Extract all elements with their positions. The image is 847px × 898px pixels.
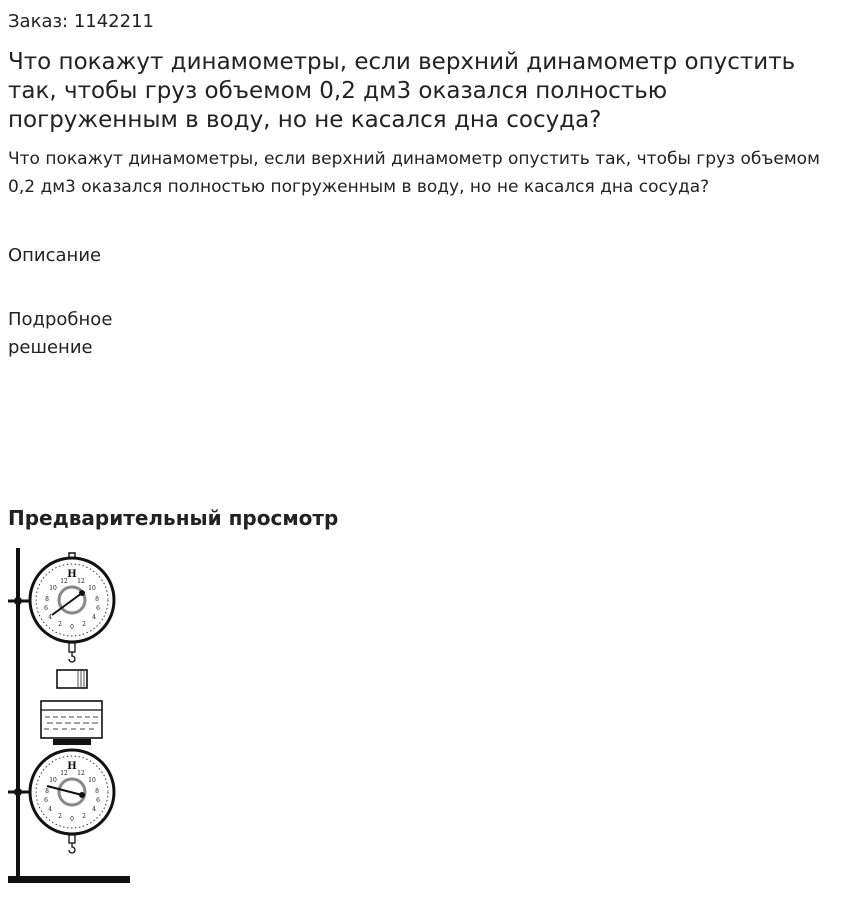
upper-dial-number: 2 (82, 621, 86, 628)
upper-clamp-knob (14, 597, 22, 605)
upper-dial-number: 4 (48, 614, 52, 621)
upper-dial-number: 12 (60, 578, 68, 585)
upper-dial (30, 553, 114, 642)
lower-dial-number: 6 (96, 797, 100, 804)
lower-dial-number: 12 (77, 770, 85, 777)
question-text: Что покажут динамометры, если верхний динамометр опустить так, чтобы груз объемом 0,2 дм3 оказался полностью погруженным в воду, но не касался дна сосуда? (8, 149, 820, 197)
order-number: Заказ: 1142211 (8, 11, 154, 32)
description-label: Описание (8, 245, 102, 266)
stand-base (8, 876, 130, 883)
lower-dial (30, 750, 114, 834)
lower-hook (69, 843, 75, 853)
lower-dial-unit: Н (67, 761, 77, 772)
upper-dial-number: 6 (44, 605, 48, 612)
lower-dial-number: 12 (60, 770, 68, 777)
upper-dial-number: 8 (45, 596, 49, 603)
upper-dial-number: 12 (77, 578, 85, 585)
preview-title: Предварительный просмотр (8, 506, 339, 530)
lower-dial-number: 4 (48, 806, 52, 813)
upper-dial-number: 8 (95, 596, 99, 603)
lower-dial-number: 2 (58, 813, 62, 820)
lower-clamp-knob (14, 788, 22, 796)
upper-dial-number: 10 (88, 585, 96, 592)
lower-dial-number: 6 (44, 797, 48, 804)
lower-dial-number: 8 (45, 788, 49, 795)
lower-dial-number: 8 (95, 788, 99, 795)
upper-dial-number: 4 (92, 614, 96, 621)
weight-block (57, 670, 87, 688)
water-vessel (41, 701, 102, 745)
question-title: Что покажут динамометры, если верхний динамометр опустить так, чтобы груз объемом 0,2 дм3 оказался полностью погруженным в воду, но не касался дна сосуда? (8, 49, 796, 133)
lower-dial-number: 4 (92, 806, 96, 813)
solution-label: Подробное решение (8, 309, 113, 358)
lower-dial-number: 10 (88, 777, 96, 784)
lower-dial-number: 2 (82, 813, 86, 820)
dynamometer-figure (0, 540, 140, 890)
upper-dial-number: 6 (96, 605, 100, 612)
upper-dial-unit: Н (67, 569, 77, 580)
upper-dial-number: 0 (70, 624, 74, 631)
lower-dial-number: 0 (70, 816, 74, 823)
upper-dial-number: 10 (49, 585, 57, 592)
upper-dial-number: 2 (58, 621, 62, 628)
lower-dial-number: 10 (49, 777, 57, 784)
upper-hook (69, 652, 75, 662)
